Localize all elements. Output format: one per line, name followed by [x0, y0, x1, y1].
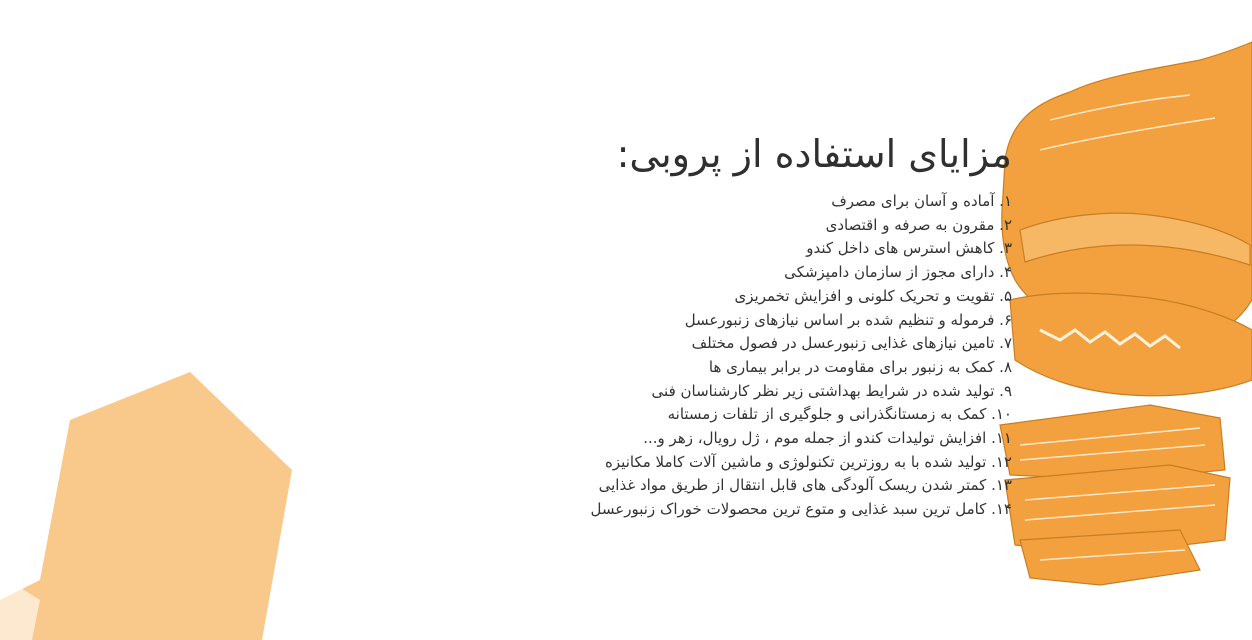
benefit-item: ۱. آماده و آسان برای مصرف	[831, 192, 1012, 210]
benefits-list	[252, 190, 1012, 522]
benefit-item: ۲. مقرون به صرفه و اقتصادی	[825, 215, 1012, 234]
benefit-item: ۶. فرموله و تنظیم شده بر اساس نیازهای زنبورعسل	[684, 310, 1012, 329]
benefit-item: ۷. تامین نیازهای غذایی زنبورعسل در فصول مختلف	[691, 334, 1012, 353]
benefit-item: ۵. تقویت و تحریک کلونی و افزایش تخمریزی	[734, 286, 1012, 305]
benefit-item: ۸. کمک به زنبور برای مقاومت در برابر بیماری ها	[708, 357, 1012, 376]
benefit-item: ۱۴. کامل ترین سبد غذایی و متوع ترین محصولات خوراک زنبورعسل	[590, 500, 1012, 519]
section-title: مزایای استفاده از پروبی:	[616, 132, 1012, 176]
benefit-item: ۴. دارای مجوز از سازمان دامپزشکی	[784, 263, 1012, 282]
benefit-item: ۱۱. افزایش تولیدات کندو از جمله موم ، ژل رویال، زهر و...	[643, 429, 1012, 448]
benefit-item: ۹. تولید شده در شرایط بهداشتی زیر نظر کارشناسان فنی	[651, 381, 1012, 400]
benefit-item: ۱۲. تولید شده با به روزترین تکنولوژی و ماشین آلات کاملا مکانیزه	[605, 452, 1012, 471]
benefit-item: ۳. کاهش استرس های داخل کندو	[806, 239, 1012, 258]
benefits-section	[252, 130, 1012, 522]
benefit-item: ۱۰. کمک به زمستانگذرانی و جلوگیری از تلفات زمستانه	[667, 405, 1012, 424]
benefit-item: ۱۳. کمتر شدن ریسک آلودگی های قابل انتقال از طریق مواد غذایی	[598, 476, 1012, 495]
